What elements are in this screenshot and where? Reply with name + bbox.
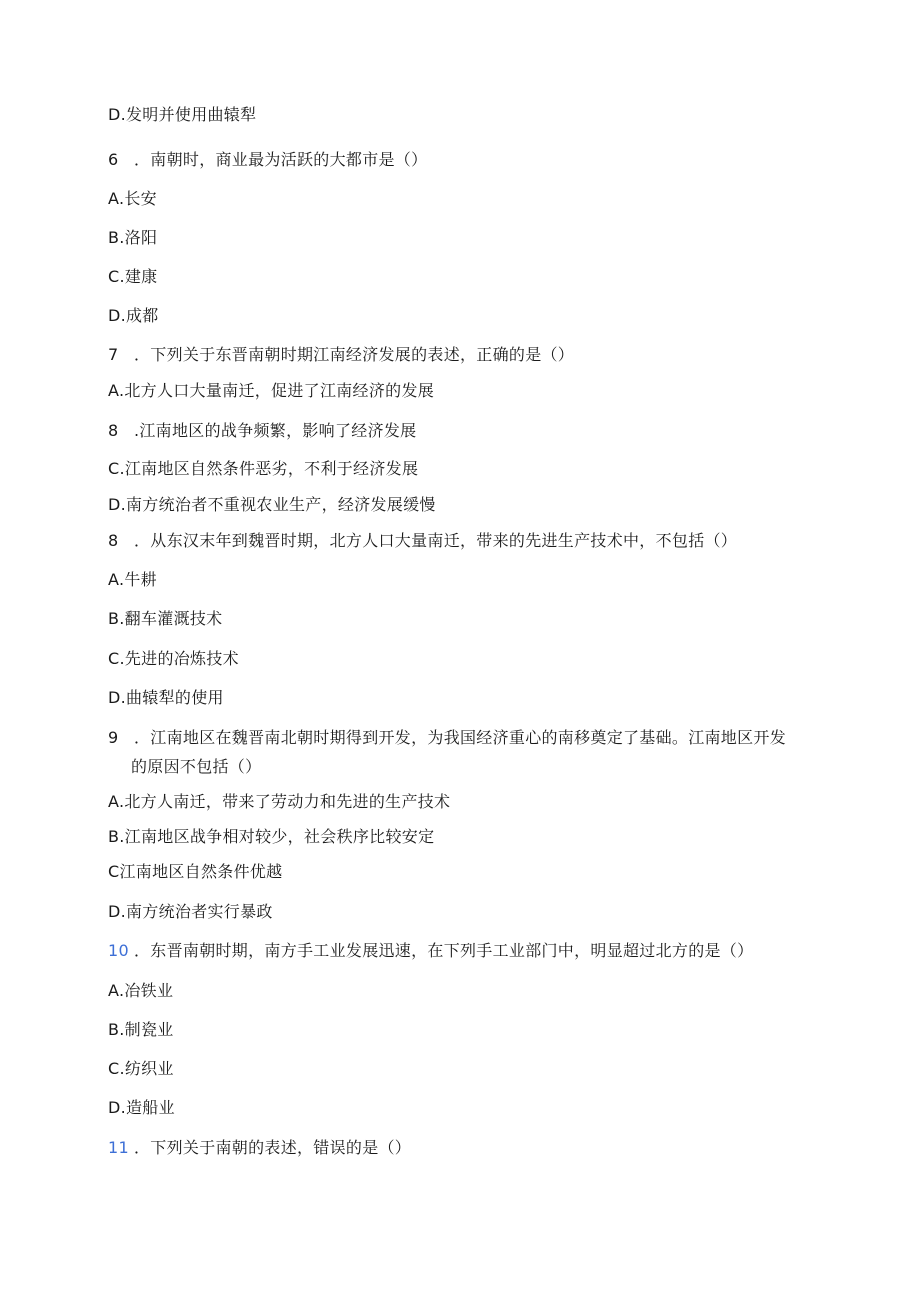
option-text: C.江南地区自然条件恶劣，不利于经济发展 xyxy=(108,459,419,478)
option-line xyxy=(108,267,157,287)
option-text: A.牛耕 xyxy=(108,570,157,589)
option-line xyxy=(108,459,418,479)
question-number: 7 xyxy=(108,345,119,364)
question-line xyxy=(108,531,737,551)
question-line xyxy=(108,728,786,748)
question-text: ．江南地区在魏晋南北朝时期得到开发，为我国经济重心的南移奠定了基础。江南地区开发 xyxy=(134,728,787,747)
option-text: C.纺织业 xyxy=(108,1059,174,1078)
option-line xyxy=(108,189,157,209)
option-text: B.翻车灌溉技术 xyxy=(108,609,223,628)
question-number: 8 xyxy=(108,421,119,440)
question-number: 9 xyxy=(108,728,119,747)
option-line xyxy=(108,495,436,515)
option-line xyxy=(108,649,239,669)
option-text: A.北方人口大量南迁，促进了江南经济的发展 xyxy=(108,381,435,400)
option-line xyxy=(108,1020,174,1040)
option-line xyxy=(108,902,273,922)
option-line xyxy=(108,105,256,125)
option-text: D.成都 xyxy=(108,306,159,325)
question-text: ．下列关于东晋南朝时期江南经济发展的表述，正确的是（） xyxy=(134,345,575,364)
question-text: ．南朝时，商业最为活跃的大都市是（） xyxy=(134,150,428,169)
option-line xyxy=(108,1098,175,1118)
option-text: A.北方人南迁，带来了劳动力和先进的生产技术 xyxy=(108,792,451,811)
option-text: B.制瓷业 xyxy=(108,1020,174,1039)
option-line xyxy=(108,827,434,847)
option-line xyxy=(108,381,434,401)
question-text: ．从东汉末年到魏晋时期，北方人口大量南迁，带来的先进生产技术中，不包括（） xyxy=(134,531,738,550)
question-line xyxy=(108,345,574,365)
option-text: D.曲辕犁的使用 xyxy=(108,688,224,707)
question-text: ．下列关于南朝的表述，错误的是（） xyxy=(134,1138,412,1157)
question-text: .江南地区的战争频繁，影响了经济发展 xyxy=(134,421,417,440)
option-text: C江南地区自然条件优越 xyxy=(108,862,283,881)
option-line xyxy=(108,570,157,590)
option-text: A.长安 xyxy=(108,189,157,208)
option-line xyxy=(108,981,173,1001)
question-continuation xyxy=(131,757,261,777)
question-text: 的原因不包括（） xyxy=(131,757,262,776)
option-line xyxy=(108,862,282,882)
question-line xyxy=(108,1138,411,1158)
option-line xyxy=(108,1059,174,1079)
question-text: ．东晋南朝时期，南方手工业发展迅速，在下列手工业部门中，明显超过北方的是（） xyxy=(134,941,754,960)
option-text: B.洛阳 xyxy=(108,228,158,247)
question-line xyxy=(108,941,753,961)
option-text: D.南方统治者实行暴政 xyxy=(108,902,273,921)
option-line xyxy=(108,306,159,326)
option-text: D.造船业 xyxy=(108,1098,175,1117)
question-line xyxy=(108,150,427,170)
option-text: C.先进的冶炼技术 xyxy=(108,649,239,668)
option-line xyxy=(108,688,224,708)
option-text: C.建康 xyxy=(108,267,158,286)
question-number: 8 xyxy=(108,531,119,550)
option-line xyxy=(108,228,157,248)
option-line xyxy=(108,792,450,812)
option-text: A.冶铁业 xyxy=(108,981,174,1000)
question-number: 10 xyxy=(108,941,129,960)
option-text: D.发明并使用曲辕犁 xyxy=(108,105,257,124)
question-number: 6 xyxy=(108,150,119,169)
question-line xyxy=(108,421,417,441)
option-line xyxy=(108,609,222,629)
option-text: D.南方统治者不重视农业生产，经济发展缓慢 xyxy=(108,495,436,514)
option-text: B.江南地区战争相对较少，社会秩序比较安定 xyxy=(108,827,435,846)
question-number: 11 xyxy=(108,1138,129,1157)
